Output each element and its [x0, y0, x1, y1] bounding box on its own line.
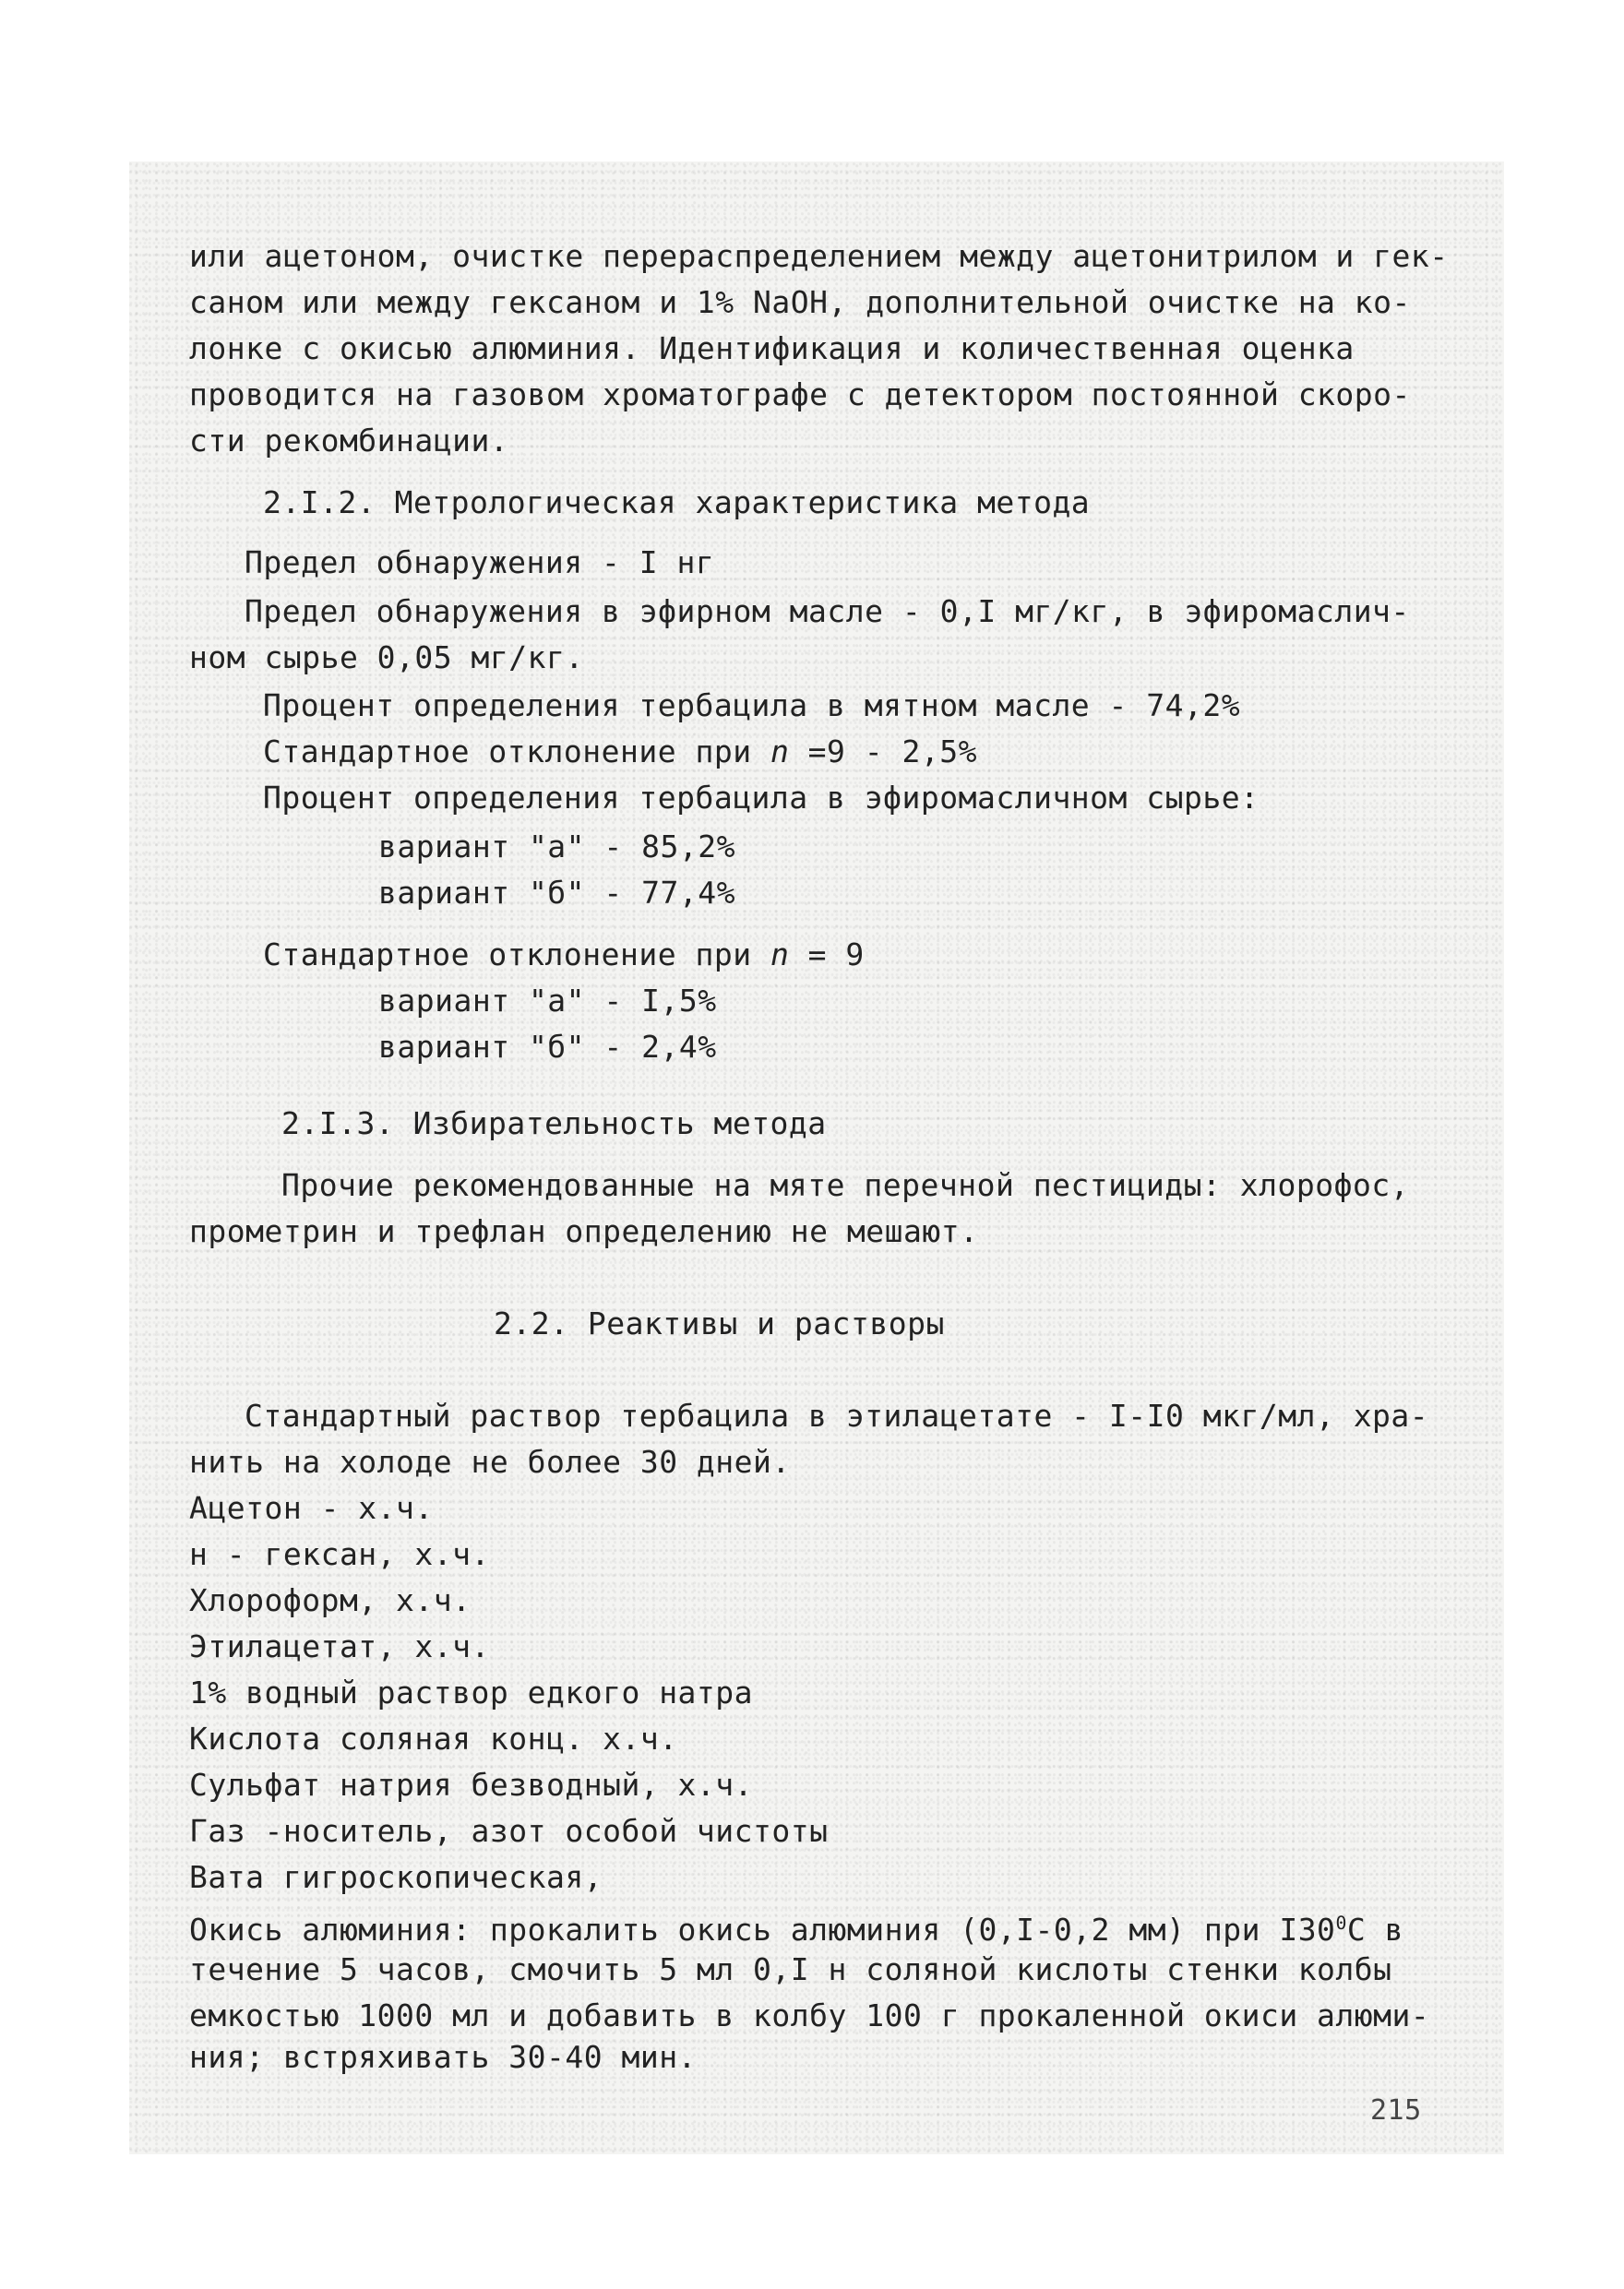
variant-a-sd: вариант "а" - I,5% — [378, 983, 717, 1019]
page-number: 215 — [1370, 2094, 1422, 2127]
std-dev-prefix: Стандартное отклонение при — [263, 733, 770, 769]
alumina-line-1 — [189, 1905, 1403, 1949]
detection-limit-line: Предел обнаружения - I нг — [245, 544, 715, 580]
reagent-line-7: 1% водный раствор едкого натра — [189, 1675, 754, 1711]
intro-line-2: саном или между гексаном и 1% NaOH, дополнительной очистке на ко- — [189, 284, 1411, 320]
variant-b-percent: вариант "б" - 77,4% — [378, 875, 735, 911]
alumina-line-3: емкостью 1000 мл и добавить в колбу 100 г прокаленной окиси алюми- — [189, 1997, 1430, 2033]
detection-limit-raw-line: ном сырье 0,05 мг/кг. — [189, 639, 584, 675]
variant-a-percent: вариант "а" - 85,2% — [378, 829, 735, 864]
percent-raw-line: Процент определения тербацила в эфиромасличном сырье: — [263, 780, 1260, 816]
intro-line-1: или ацетоном, очистке перераспределением между ацетонитрилом и гек- — [189, 238, 1449, 274]
reagent-line-3: Ацетон - х.ч. — [189, 1490, 434, 1526]
reagent-line-8: Кислота соляная конц. х.ч. — [189, 1721, 678, 1757]
reagent-line-5: Хлороформ, х.ч. — [189, 1582, 472, 1618]
reagent-line-9: Сульфат натрия безводный, х.ч. — [189, 1767, 754, 1803]
std-dev-line-2 — [263, 936, 865, 973]
alumina-text: Окись алюминия: прокалить окись алюминия (0,I-0,2 мм) при I30 — [189, 1912, 1336, 1948]
alumina-text-end: С в — [1346, 1912, 1403, 1948]
intro-line-5: сти рекомбинации. — [189, 423, 509, 459]
reagent-line-11: Вата гигроскопическая, — [189, 1859, 603, 1895]
alumina-line-4: ния; встряхивать 30-40 мин. — [189, 2039, 697, 2075]
reagent-line-10: Газ -носитель, азот особой чистоты — [189, 1813, 829, 1849]
section-heading-2-2: 2.2. Реактивы и растворы — [494, 1305, 945, 1341]
intro-line-3: лонке с окисью алюминия. Идентификация и количественная оценка — [189, 330, 1355, 366]
document-page — [129, 161, 1504, 2154]
selectivity-line-1: Прочие рекомендованные на мяте перечной пестициды: хлорофос, — [281, 1167, 1410, 1203]
std-dev-suffix: =9 - 2,5% — [789, 733, 977, 769]
variant-b-sd: вариант "б" - 2,4% — [378, 1029, 717, 1065]
section-heading-2-1-2: 2.I.2. Метрологическая характеристика метода — [263, 484, 1091, 520]
intro-line-4: проводится на газовом хроматографе с детектором постоянной скоро- — [189, 376, 1411, 412]
degree-superscript: 0 — [1335, 1913, 1347, 1934]
reagent-line-2: нить на холоде не более 30 дней. — [189, 1444, 791, 1480]
reagent-line-1: Стандартный раствор тербацила в этилацетате - I-I0 мкг/мл, хра- — [245, 1398, 1429, 1434]
n-symbol: n — [770, 936, 790, 972]
alumina-line-2: течение 5 часов, смочить 5 мл 0,I н соляной кислоты стенки колбы — [189, 1951, 1392, 1987]
reagent-line-4: н - гексан, х.ч. — [189, 1536, 490, 1572]
std-dev-suffix: = 9 — [789, 936, 865, 972]
reagent-line-6: Этилацетат, х.ч. — [189, 1628, 490, 1664]
std-dev-line-1 — [263, 733, 977, 770]
percent-mint-oil-line: Процент определения тербацила в мятном масле - 74,2% — [263, 687, 1241, 723]
n-symbol: n — [770, 733, 790, 769]
std-dev-prefix: Стандартное отклонение при — [263, 936, 770, 972]
selectivity-line-2: прометрин и трефлан определению не мешают. — [189, 1213, 979, 1249]
section-heading-2-1-3: 2.I.3. Избирательность метода — [281, 1105, 827, 1141]
detection-limit-oil-line: Предел обнаружения в эфирном масле - 0,I мг/кг, в эфиромаслич- — [245, 593, 1410, 629]
